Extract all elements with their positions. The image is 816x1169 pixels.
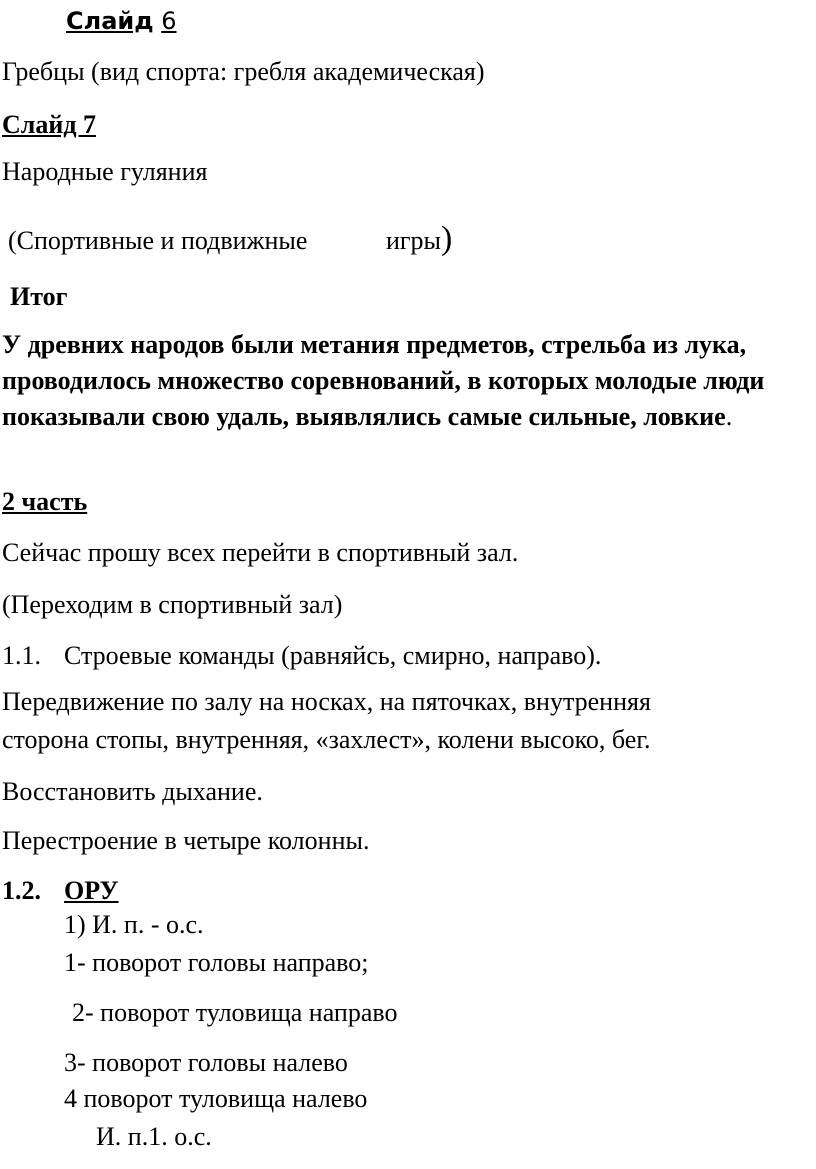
slide-6-number: 6 [161, 7, 177, 35]
exercise-step-3: 3- поворот головы налево [64, 1048, 348, 1077]
exercise-step-4: 4 поворот туловища налево [64, 1084, 368, 1113]
summary-paragraph [2, 327, 792, 435]
item-1-2-title: ОРУ [64, 876, 119, 905]
movement-line-2: сторона стопы, внутренняя, «захлест», колени высоко, бег. [2, 725, 651, 754]
games-text-1: (Спортивные и подвижные [8, 226, 308, 255]
rowers-line: Гребцы (вид спорта: гребля академическая) [2, 57, 485, 86]
slide-7-heading: Слайд 7 [2, 110, 96, 139]
rebuild-line: Перестроение в четыре колонны. [2, 826, 370, 855]
slide-6-label: Слайд [66, 7, 154, 35]
go-to-hall-line: Сейчас прошу всех перейти в спортивный зал. [2, 538, 519, 567]
item-1-1 [2, 641, 602, 671]
itog-heading: Итог [10, 282, 68, 311]
games-text-2: игры [385, 226, 441, 255]
exercise-step-1: 1- поворот головы направо; [64, 948, 369, 977]
games-close-paren: ) [440, 220, 453, 257]
part-2-heading: 2 часть [2, 487, 88, 516]
slide-6-heading [66, 6, 177, 36]
games-line [8, 220, 453, 257]
folk-festivities-line: Народные гуляния [2, 157, 208, 186]
item-1-2 [2, 876, 119, 906]
movement-line-1: Передвижение по залу на носках, на пяточках, внутренняя [2, 687, 651, 716]
breath-line: Восстановить дыхание. [2, 777, 263, 806]
exercise-end: И. п.1. о.с. [96, 1122, 212, 1151]
item-1-1-text: Строевые команды (равняйсь, смирно, направо). [64, 641, 602, 670]
summary-text: У древних народов были метания предметов, стрельба из лука, проводилось множество соревнований, в которых молодые люди показывали свою удаль, выявлялись самые сильные, ловкие [2, 330, 765, 431]
exercise-step-2: 2- поворот туловища направо [72, 998, 398, 1027]
exercise-start: 1) И. п. - о.с. [64, 910, 204, 939]
item-1-2-number: 1.2. [2, 876, 41, 905]
summary-end: . [725, 402, 733, 431]
item-1-1-number: 1.1. [2, 641, 41, 670]
moving-to-hall-line: (Переходим в спортивный зал) [2, 590, 343, 619]
